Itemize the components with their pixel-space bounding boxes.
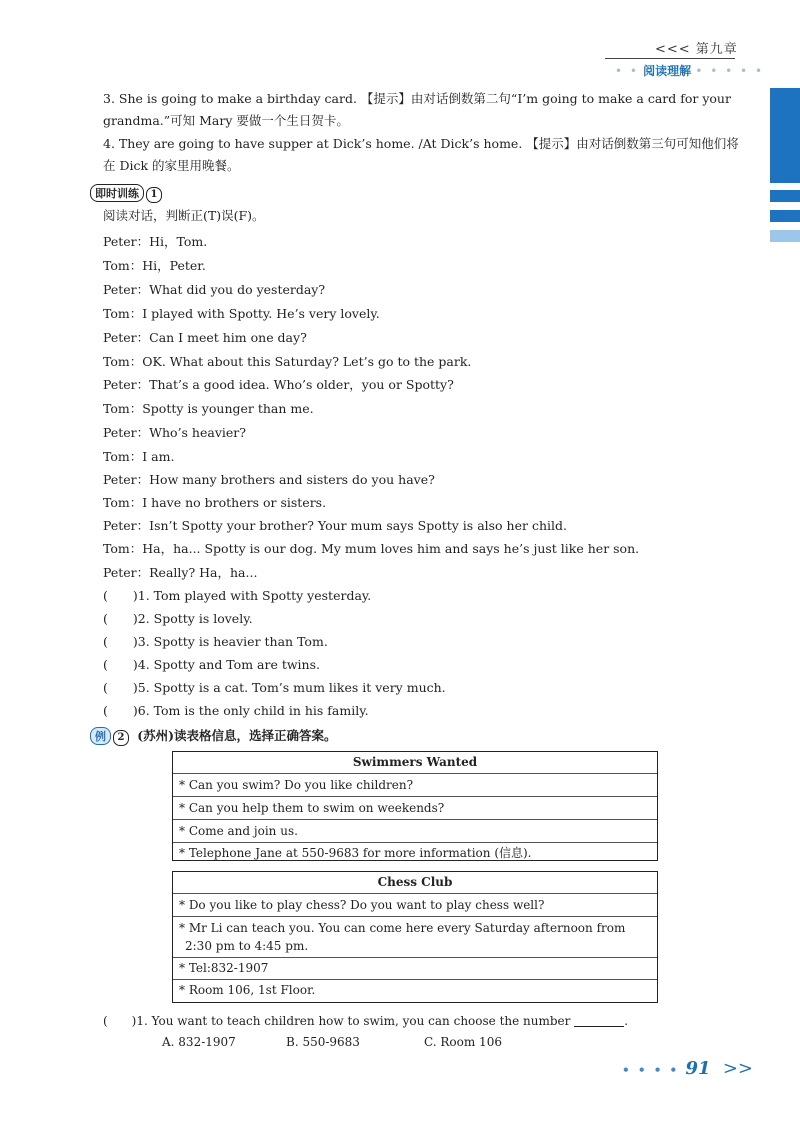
footer-dots: • • • • <box>622 1063 680 1077</box>
example-badge-number: 2 <box>113 730 129 746</box>
tf-question: ( )2. Spotty is lovely. <box>103 611 253 626</box>
header-dots-right: • • • • • <box>695 64 765 78</box>
page-number: 91 <box>685 1058 711 1079</box>
dialogue-line: Peter：Really? Ha，ha... <box>103 565 258 580</box>
box-line: 2:30 pm to 4:45 pm. <box>185 939 309 953</box>
box-line: * Come and join us. <box>179 824 298 838</box>
answer-4: 4. They are going to have supper at Dick’s home. /At Dick’s home. 【提示】由对话倒数第三句可知他们将在 Dick 的家里用晚餐。 <box>103 136 739 173</box>
dialogue-line: Peter：Isn’t Spotty your brother? Your mum says Spotty is also her child. <box>103 518 567 533</box>
tf-question: ( )1. Tom played with Spotty yesterday. <box>103 588 372 603</box>
box-line: * Telephone Jane at 550-9683 for more information (信息). <box>179 846 532 860</box>
swimmers-box <box>172 751 658 861</box>
tf-question: ( )6. Tom is the only child in his family. <box>103 703 369 718</box>
example-badge-label: 例 <box>90 727 111 745</box>
option-b: B. 550-9683 <box>286 1035 360 1049</box>
section-label: 阅读理解 <box>643 64 692 78</box>
page-footer <box>622 1058 753 1079</box>
practice-instruction: 阅读对话，判断正(T)误(F)。 <box>103 208 265 223</box>
dialogue-line: Peter：What did you do yesterday? <box>103 282 326 297</box>
edge-tab-small <box>770 210 800 222</box>
box-line: * Mr Li can teach you. You can come here every Saturday afternoon from <box>179 921 626 935</box>
chess-club-box <box>172 871 658 1003</box>
swimmers-box-title: Swimmers Wanted <box>352 755 478 769</box>
dialogue-line: Peter：That’s a good idea. Who’s older，you or Spotty? <box>103 377 454 392</box>
answer-blank <box>574 1014 624 1027</box>
choice-question-end: . <box>624 1014 629 1028</box>
chess-box-title: Chess Club <box>377 875 453 889</box>
tf-question: ( )5. Spotty is a cat. Tom’s mum likes it very much. <box>103 680 446 695</box>
chapter-header: <<< 第九章 <box>655 42 738 57</box>
dialogue-line: Tom：OK. What about this Saturday? Let’s go to the park. <box>103 354 472 369</box>
example-badge <box>90 726 337 746</box>
practice-badge-label: 即时训练 <box>90 184 144 202</box>
practice-badge-number: 1 <box>146 187 162 203</box>
option-a: A. 832-1907 <box>162 1035 236 1049</box>
header-rule <box>605 58 735 59</box>
dialogue-line: Tom：I have no brothers or sisters. <box>103 495 327 510</box>
answer-3: 3. She is going to make a birthday card. 【提示】由对话倒数第二句“I’m going to make a card for your grandma.”可知 Mary 要做一个生日贺卡。 <box>103 91 731 128</box>
box-line: * Room 106, 1st Floor. <box>179 983 316 997</box>
tf-question: ( )4. Spotty and Tom are twins. <box>103 657 320 672</box>
dialogue-line: Peter：Hi，Tom. <box>103 234 208 249</box>
dialogue-line: Tom：I am. <box>103 449 175 464</box>
dialogue-line: Peter：Who’s heavier? <box>103 425 246 440</box>
example-title: (苏州)读表格信息，选择正确答案。 <box>137 728 337 743</box>
practice-badge <box>90 184 162 203</box>
box-line: * Do you like to play chess? Do you want to play chess well? <box>179 898 545 912</box>
option-c: C. Room 106 <box>424 1035 502 1049</box>
dialogue-line: Tom：Spotty is younger than me. <box>103 401 314 416</box>
dialogue-line: Tom：Hi，Peter. <box>103 258 206 273</box>
tf-question: ( )3. Spotty is heavier than Tom. <box>103 634 328 649</box>
edge-tab <box>770 88 800 183</box>
dialogue-line: Tom：I played with Spotty. He’s very lovely. <box>103 306 380 321</box>
box-line: * Tel:832-1907 <box>179 961 269 975</box>
dialogue-line: Peter：How many brothers and sisters do you have? <box>103 472 435 487</box>
choice-question-text: ( )1. You want to teach children how to swim, you can choose the number <box>103 1014 571 1028</box>
section-header <box>615 62 764 79</box>
dialogue-line: Peter：Can I meet him one day? <box>103 330 307 345</box>
box-line: * Can you swim? Do you like children? <box>179 778 414 792</box>
edge-tab-small <box>770 190 800 202</box>
edge-tab-light <box>770 230 800 242</box>
dialogue-line: Tom：Ha，ha... Spotty is our dog. My mum loves him and says he’s just like her son. <box>103 541 640 556</box>
choice-question <box>103 1013 628 1029</box>
header-dots-left: • • <box>615 64 639 78</box>
box-line: * Can you help them to swim on weekends? <box>179 801 445 815</box>
next-arrows-icon: >> <box>722 1058 754 1079</box>
